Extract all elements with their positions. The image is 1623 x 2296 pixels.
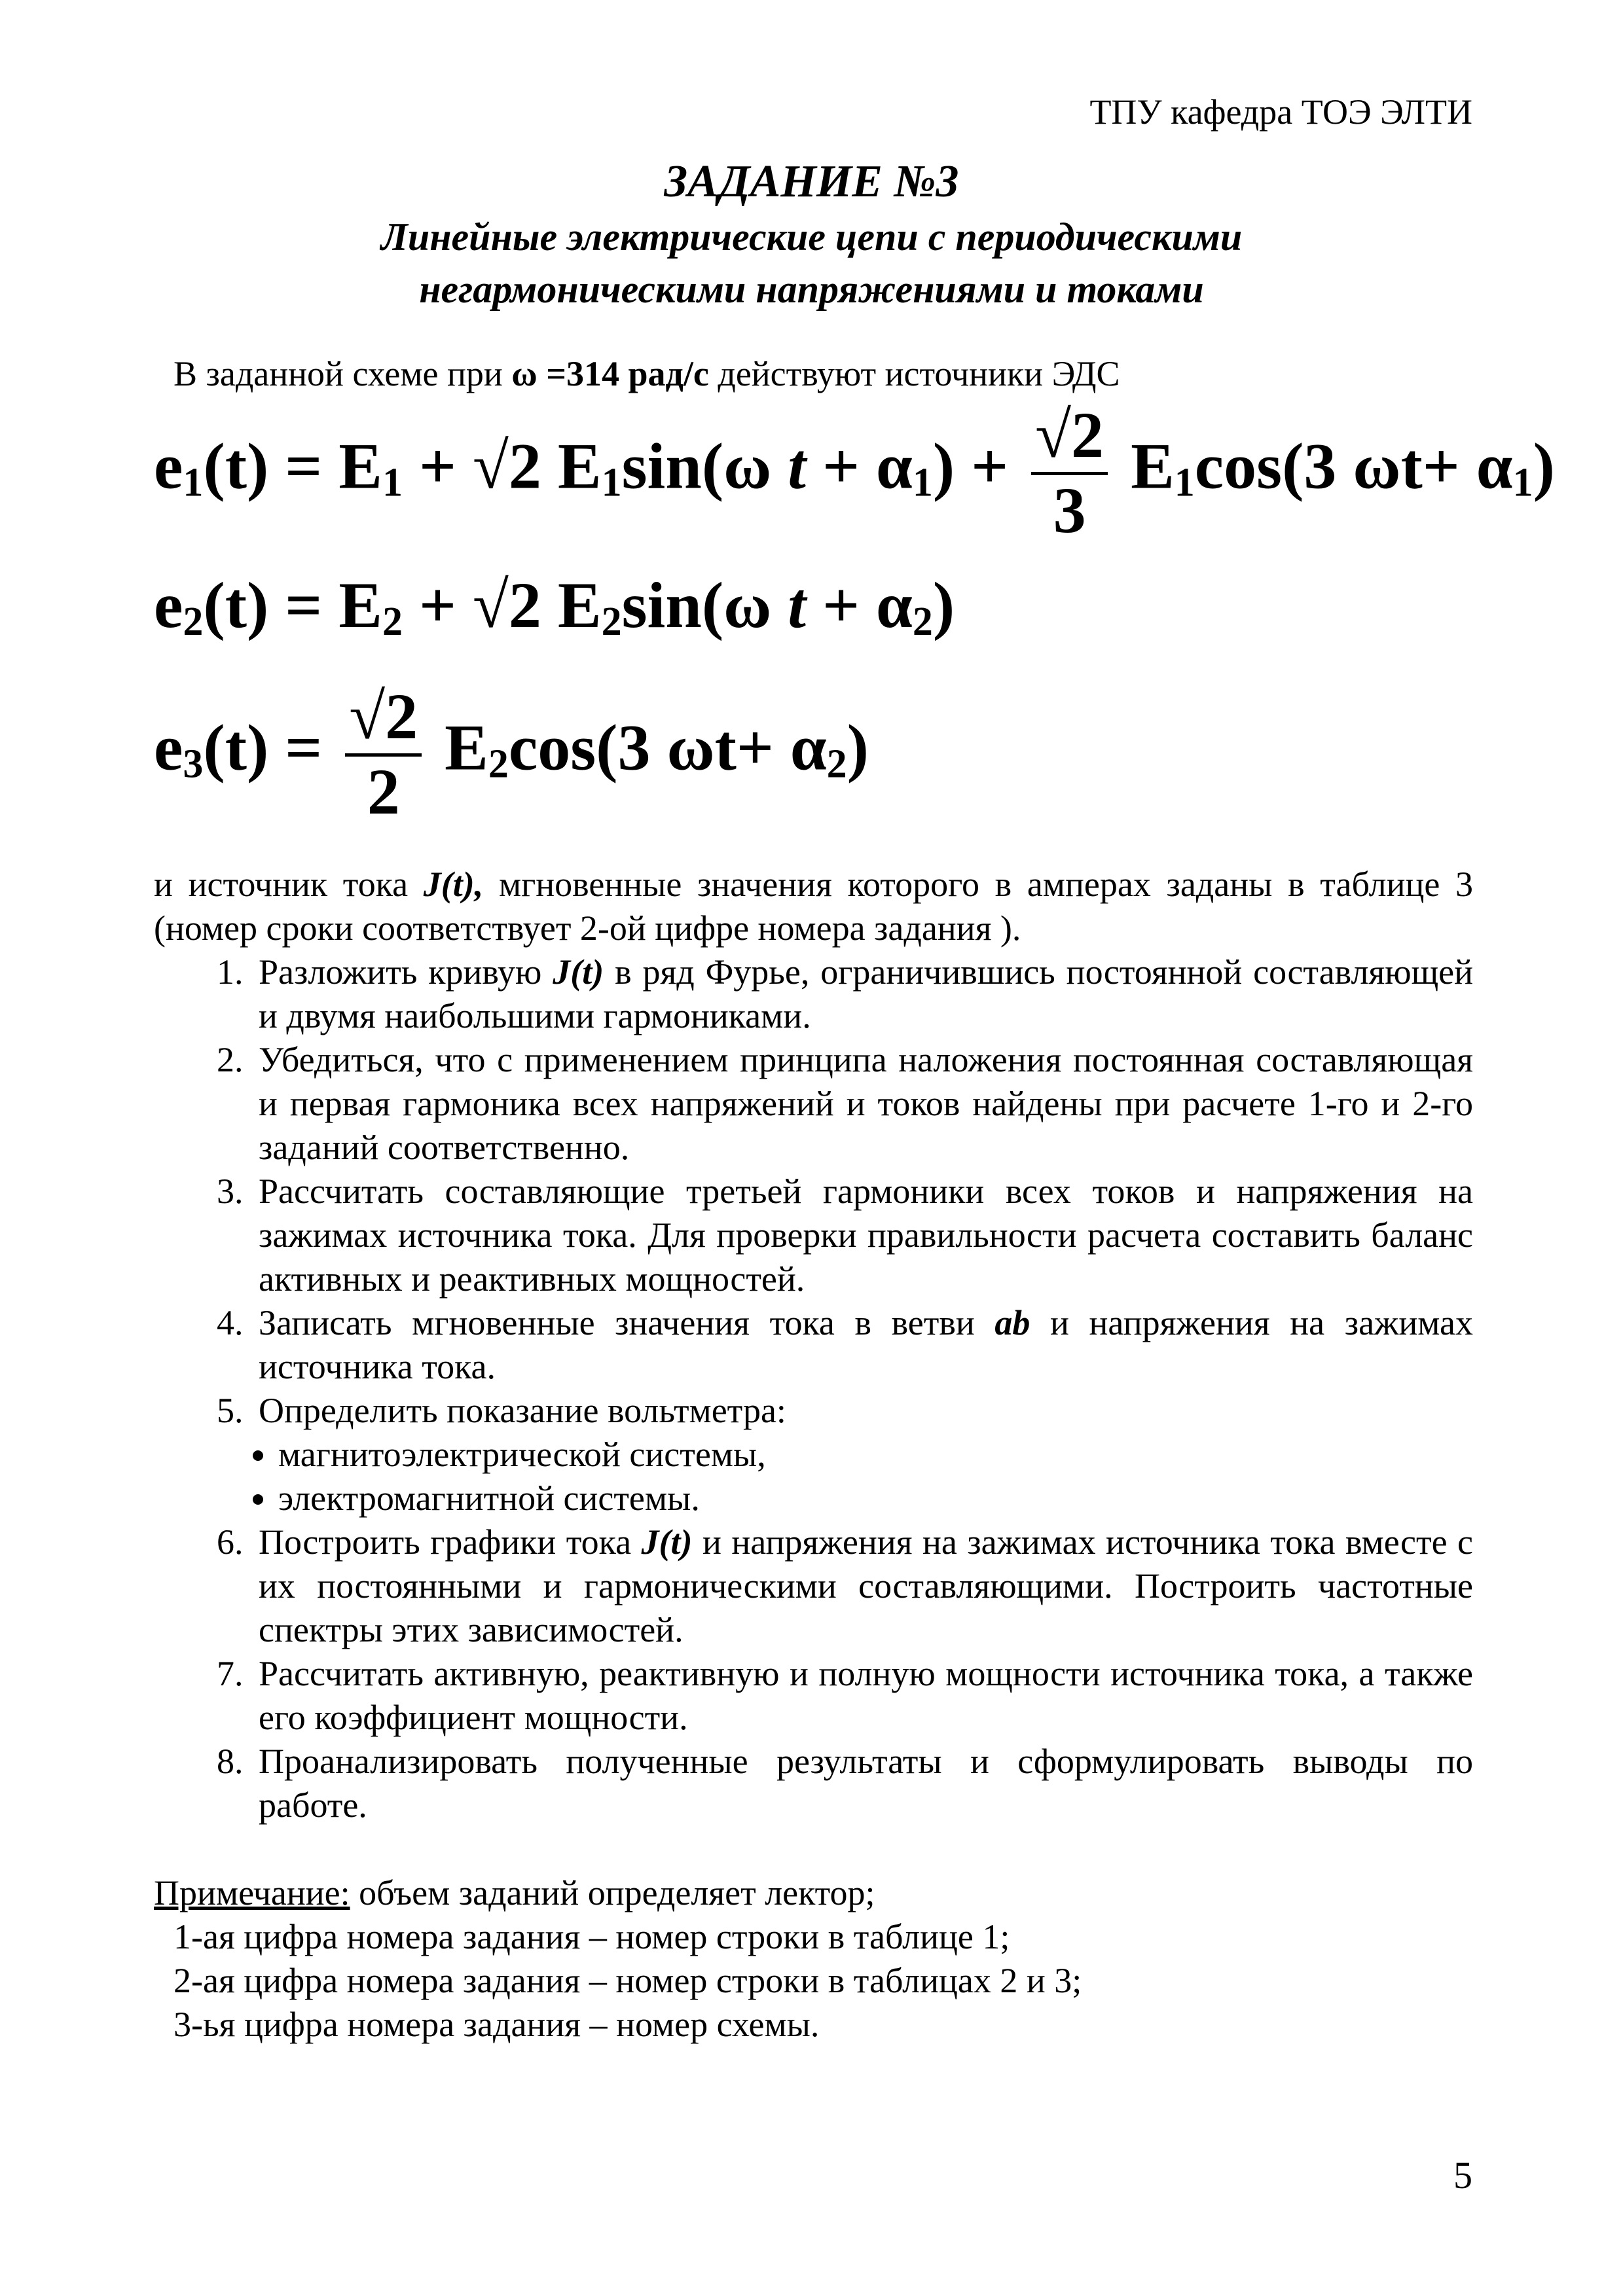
e1-part2: + √2 E: [418, 429, 602, 503]
item-text: Построить графики тока: [259, 1522, 632, 1562]
e1-part8: ): [1533, 429, 1555, 503]
intro-prefix: В заданной схеме при: [173, 354, 503, 393]
item-emphasis: J(t): [641, 1522, 693, 1562]
e3-sub1: 2: [488, 742, 509, 787]
e1-part7: cos(3 ωt+ α: [1194, 429, 1513, 503]
paragraph-j: J(t),: [423, 865, 484, 904]
e1-sub2: 1: [601, 460, 622, 505]
e1-lhs-arg: (t) = E: [203, 429, 382, 503]
item-text: Записать мгновенные значения тока в ветви: [259, 1303, 975, 1342]
e1-lhs: e: [154, 429, 183, 503]
e1-t: t: [788, 429, 807, 503]
task-item: [252, 1389, 1473, 1433]
e1-sub4: 1: [1174, 460, 1195, 505]
e2-t: t: [788, 569, 807, 641]
item-emphasis: J(t): [553, 952, 604, 992]
e3-lhs: e: [154, 711, 183, 784]
item-text: Определить показание вольтметра:: [259, 1391, 786, 1430]
paragraph-b: мгновенные значения которого в амперах заданы в таблице 3 (номер сроки соответствует 2-ой цифре номера задания ).: [154, 865, 1474, 948]
note-line: 1-ая цифра номера задания – номер строки в таблице 1;: [173, 1917, 1010, 1956]
task-item: [252, 1301, 1473, 1389]
e1-part6: E: [1131, 429, 1175, 503]
item-emphasis: ab: [994, 1303, 1030, 1342]
intro-suffix: действуют источники ЭДС: [718, 354, 1120, 393]
bullet-item: • электромагнитной системы.: [278, 1477, 1473, 1520]
assignment-title: ЗАДАНИЕ №3: [664, 156, 959, 207]
e1-part4: + α: [822, 429, 913, 503]
item-text: Рассчитать активную, реактивную и полную мощности источника тока, а также его коэффициент мощности.: [259, 1654, 1473, 1737]
e1-fraction: [1031, 399, 1108, 547]
note-label: Примечание:: [154, 1873, 350, 1912]
note-line: 2-ая цифра номера задания – номер строки в таблицах 2 и 3;: [173, 1961, 1082, 2000]
item-text: в ряд Фурье, ограничившись постоянной составляющей и двумя наибольшими гармониками.: [259, 952, 1474, 1035]
e1-sub3: 1: [912, 460, 933, 505]
e2-part4: + α: [822, 569, 913, 641]
note-paragraph: [154, 1871, 1473, 1915]
e3-frac-den: 2: [367, 755, 400, 828]
e3-frac-num: √2: [345, 684, 422, 757]
page-number: 5: [1453, 2154, 1472, 2197]
task-item: [252, 1652, 1473, 1740]
e2-sub3: 2: [912, 600, 933, 644]
e1-part5: ) +: [932, 429, 1009, 503]
equation-e1: [154, 399, 1555, 547]
e2-sub1: 2: [382, 600, 403, 644]
equation-e3: [154, 680, 869, 828]
e2-part3: sin(ω: [621, 569, 772, 641]
item-text: и напряжения на зажимах источника тока вместе с их постоянными и гармоническими составляющими. Построить частотные спектры этих зависимостей.: [259, 1522, 1474, 1649]
e2-lhs-arg: (t) = E: [203, 569, 382, 641]
task-item: [252, 1520, 1473, 1652]
equation-e2: [154, 569, 955, 644]
task-item: [252, 1038, 1473, 1170]
e3-part3: cos(3 ωt+ α: [508, 711, 827, 784]
e1-sub5: 1: [1512, 460, 1533, 505]
task-item: [252, 950, 1473, 1038]
e1-frac-num: √2: [1031, 403, 1108, 475]
item-text: Проанализировать полученные результаты и сформулировать выводы по работе.: [259, 1742, 1473, 1825]
e2-part2: + √2 E: [418, 569, 602, 641]
e1-lhs-sub: 1: [183, 460, 204, 505]
task-list-continued: [154, 1520, 1473, 1827]
item-text: Разложить кривую: [259, 952, 542, 992]
e3-sub2: 2: [826, 742, 847, 787]
bullet-item: • магнитоэлектрической системы,: [278, 1433, 1473, 1477]
e2-part5: ): [932, 569, 955, 641]
e2-lhs-sub: 2: [183, 600, 204, 644]
item-text: и напряжения на зажимах источника тока.: [259, 1303, 1474, 1386]
item-text: Убедиться, что с применением принципа наложения постоянная составляющая и первая гармоника всех напряжений и токов найдены при расчете 1-го и 2-го заданий соответственно.: [259, 1040, 1473, 1167]
task-list: [154, 950, 1473, 1433]
paragraph-a: и источник тока: [154, 865, 409, 904]
e3-lhs-sub: 3: [183, 742, 204, 787]
e2-sub2: 2: [601, 600, 622, 644]
e2-lhs: e: [154, 569, 183, 641]
assignment-subtitle-line2: негармоническими напряжениями и токами: [419, 268, 1204, 311]
page-header: ТПУ кафедра ТОЭ ЭЛТИ: [1089, 92, 1472, 132]
e3-part4: ): [847, 711, 869, 784]
e1-sub1: 1: [382, 460, 403, 505]
note-text: объем заданий определяет лектор;: [359, 1873, 875, 1912]
task-item: [252, 1740, 1473, 1827]
source-paragraph: [154, 863, 1473, 950]
e1-part3: sin(ω: [621, 429, 772, 503]
voltmeter-systems-list: [154, 1433, 1473, 1520]
e3-lhs-arg: (t) =: [203, 711, 323, 784]
assignment-subtitle-line1: Линейные электрические цепи с периодическими: [380, 215, 1243, 259]
item-text: Рассчитать составляющие третьей гармоники всех токов и напряжения на зажимах источника тока. Для проверки правильности расчета составить баланс активных и реактивных мощностей.: [259, 1172, 1473, 1299]
e3-fraction: [345, 680, 422, 828]
task-item: [252, 1170, 1473, 1301]
note-line: 3-ья цифра номера задания – номер схемы.: [173, 2005, 820, 2044]
intro-text: [173, 353, 1120, 394]
intro-omega: ω =314 рад/с: [511, 354, 709, 393]
task-body: [154, 863, 1473, 2047]
note-lines: [154, 1915, 1473, 2047]
e3-part2: E: [445, 711, 488, 784]
e1-frac-den: 3: [1053, 474, 1086, 547]
